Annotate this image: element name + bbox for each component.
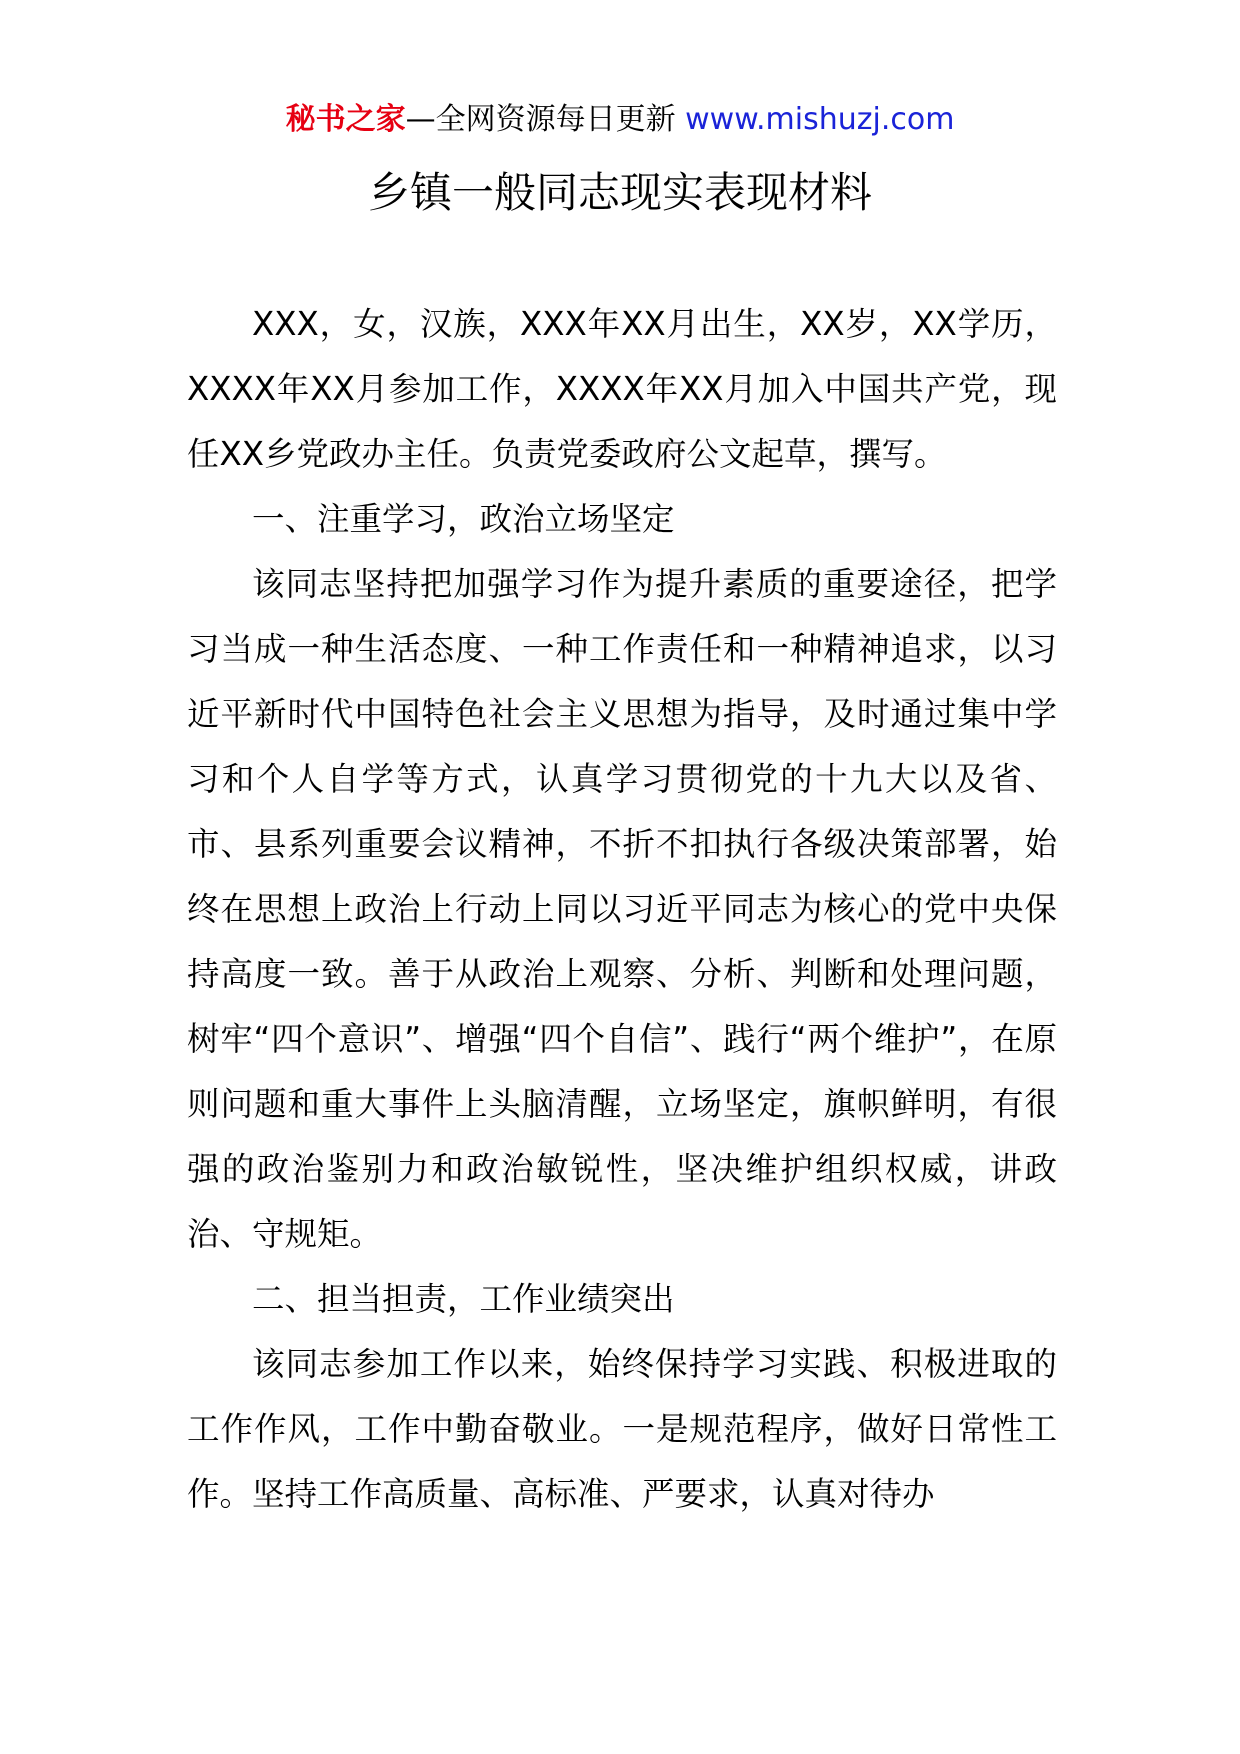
section-2-paragraph: 该同志参加工作以来，始终保持学习实践、积极进取的工作作风，工作中勤奋敬业。一是规范程序，做好日常性工作。坚持工作高质量、高标准、严要求，认真对待办: [187, 1345, 1057, 1513]
section-heading-1: 一、注重学习，政治立场坚定: [252, 500, 675, 538]
section-heading-2: 二、担当担责，工作业绩突出: [252, 1280, 675, 1318]
document-title: 乡镇一般同志现实表现材料: [367, 168, 872, 217]
intro-paragraph: XXX，女，汉族，XXX年XX月出生，XX岁，XX学历，XXXX年XX月参加工作，XXXX年XX月加入中国共产党，现任XX乡党政办主任。负责党委政府公文起草，撰写。: [187, 305, 1057, 473]
section-1-paragraph: 该同志坚持把加强学习作为提升素质的重要途径，把学习当成一种生活态度、一种工作责任和一种精神追求，以习近平新时代中国特色社会主义思想为指导，及时通过集中学习和个人自学等方式，认真学习贯彻党的十九大以及省、市、县系列重要会议精神，不折不扣执行各级决策部署，始终在思想上政治上行动上同以习近平同志为核心的党中央保持高度一致。善于从政治上观察、分析、判断和处理问题，树牢“四个意识”、增强“四个自信”、践行“两个维护”，在原则问题和重大事件上头脑清醒，立场坚定，旗帜鲜明，有很强的政治鉴别力和政治敏锐性，坚决维护组织权威，讲政治、守规矩。: [187, 565, 1057, 1253]
site-header: [0, 100, 1240, 140]
document-body: [187, 292, 1057, 1527]
header-slogan: —全网资源每日更新: [405, 102, 686, 137]
site-url-link[interactable]: www.mishuzj.com: [685, 102, 955, 137]
brand-name: 秘书之家: [285, 102, 406, 137]
